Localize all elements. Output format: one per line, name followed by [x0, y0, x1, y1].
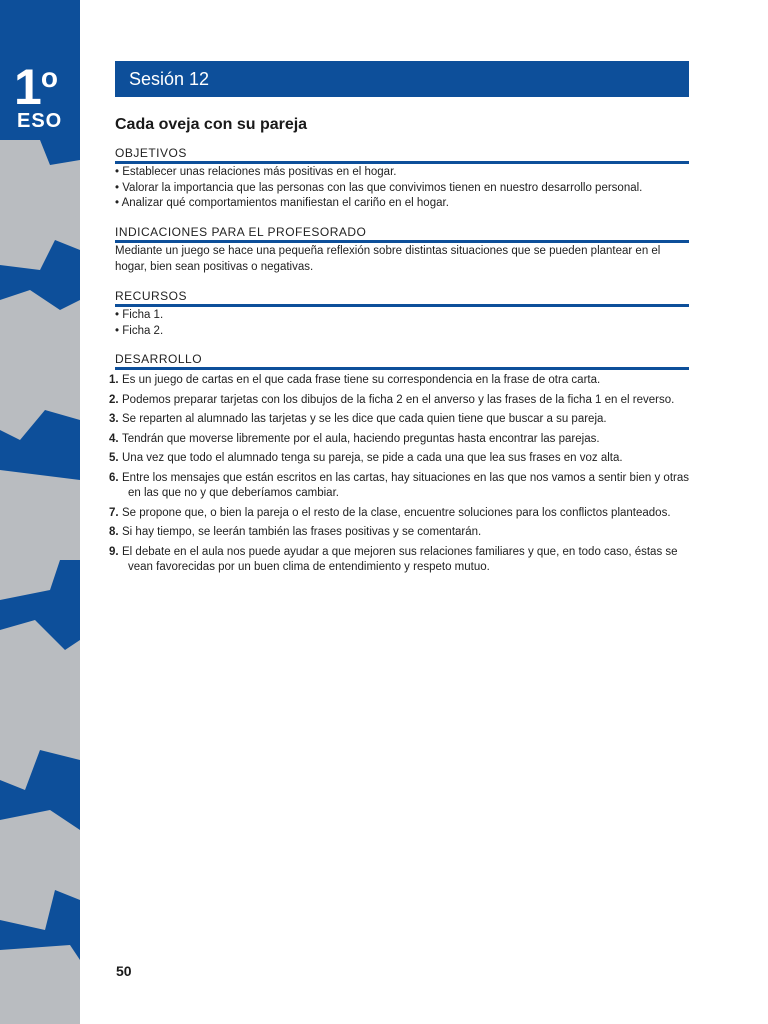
step-item: 2. Podemos preparar tarjetas con los dibujos de la ficha 2 en el anverso y las frases de la ficha 1 en el reverso.: [109, 393, 675, 406]
recursos-list: [115, 308, 693, 339]
page-number: 50: [116, 963, 132, 979]
objetivo-item: • Analizar qué comportamientos manifiestan el cariño en el hogar.: [115, 197, 449, 209]
step-item: 5. Una vez que todo el alumnado tenga su pareja, se pide a cada una que lea sus frases en voz alta.: [109, 452, 623, 464]
step-item: 8. Si hay tiempo, se leerán también las frases positivas y se comentarán.: [109, 526, 482, 538]
objetivos-list: [115, 165, 693, 212]
step-item: 7. Se propone que, o bien la pareja o el resto de la clase, encuentre soluciones para los conflictos planteados.: [109, 506, 671, 519]
step-item: 1. Es un juego de cartas en el que cada frase tiene su correspondencia en la frase de otra carta.: [109, 374, 601, 386]
step-item: 3. Se reparten al alumnado las tarjetas y se les dice que cada quien tiene que buscar a su pareja.: [109, 413, 607, 425]
desarrollo-list: [109, 373, 693, 580]
step-item: 4. Tendrán que moverse libremente por el aula, haciendo preguntas hasta encontrar las parejas.: [109, 432, 600, 445]
level-label: ESO: [17, 110, 63, 132]
objetivo-item: • Valorar la importancia que las personas con las que convivimos tienen en nuestro desarrollo personal.: [115, 181, 643, 194]
objetivos-heading: OBJETIVOS: [115, 146, 689, 164]
recurso-item: • Ficha 2.: [115, 324, 164, 337]
desarrollo-heading: DESARROLLO: [115, 352, 689, 370]
session-header-bar: [115, 61, 689, 97]
sidebar-decor-graphic: [0, 0, 80, 1024]
objetivo-item: • Establecer unas relaciones más positivas en el hogar.: [115, 166, 397, 178]
step-item: 6. Entre los mensajes que están escritos en las cartas, hay situaciones en las que nos vamos a sentir bien y otras en las que no y que deberíamos cambiar.: [109, 471, 689, 499]
indicaciones-heading: INDICACIONES PARA EL PROFESORADO: [115, 225, 689, 243]
grade-ordinal: o: [40, 62, 57, 93]
recurso-item: • Ficha 1.: [115, 309, 164, 321]
grade-label: 1$^o$: [14, 59, 57, 115]
sidebar-band: [0, 0, 80, 1024]
session-title: Sesión 12: [129, 69, 210, 89]
step-item: 9. El debate en el aula nos puede ayudar a que mejoren sus relaciones familiares y que, en todo caso, éstas se vean favorecidas por un buen clima de entendimiento y respeto mutuo.: [109, 545, 678, 573]
activity-title: Cada oveja con su pareja: [115, 116, 308, 133]
indicaciones-text: Mediante un juego se hace una pequeña reflexión sobre distintas situaciones que se pueden plantear en el hogar, bien sean positivas o negativas.: [115, 245, 661, 273]
recursos-heading: RECURSOS: [115, 289, 689, 307]
